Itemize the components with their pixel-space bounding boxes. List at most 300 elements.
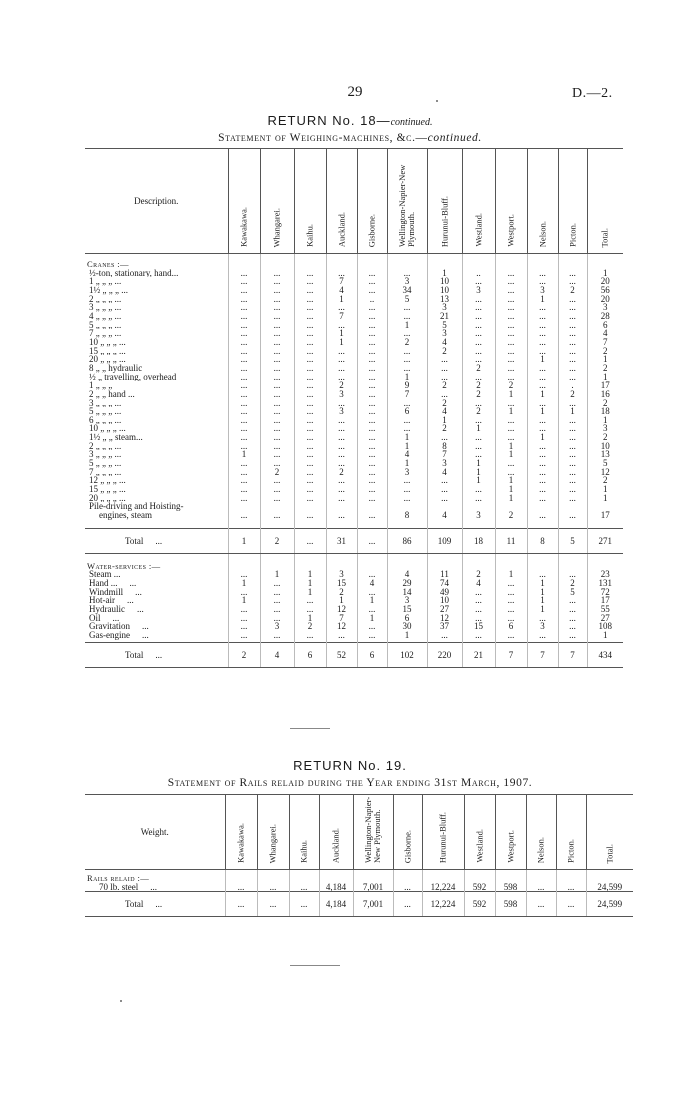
table-cell: ... <box>294 269 326 278</box>
table-cell: 8 <box>427 442 462 451</box>
table-cell: ... <box>294 373 326 382</box>
table-cell: 220 <box>427 642 462 667</box>
table-cell: 1 <box>387 631 427 640</box>
table-cell: 2 <box>558 579 587 588</box>
table-cell: ... <box>556 892 586 917</box>
table-cell: 18 <box>587 407 623 416</box>
table-cell: 7 <box>326 614 357 623</box>
column-header <box>85 795 225 870</box>
table-row <box>85 277 623 286</box>
empty-cell <box>260 260 294 269</box>
table-cell: ... <box>558 459 587 468</box>
table-cell: ... <box>357 364 387 373</box>
empty-cell <box>326 562 357 571</box>
dot-leader: ... <box>135 587 142 597</box>
spacer-cell <box>294 520 326 529</box>
table-cell: ... <box>228 295 260 304</box>
table-cell: ... <box>357 303 387 312</box>
table-cell: 1 <box>527 355 558 364</box>
column-header-rotated <box>498 795 524 869</box>
table-cell: 15 <box>326 579 357 588</box>
empty-cell <box>326 260 357 269</box>
table-row <box>85 286 623 295</box>
table-cell: ... <box>527 312 558 321</box>
table-cell: 1 <box>495 407 527 416</box>
table-cell: 102 <box>387 642 427 667</box>
table-cell: 1 <box>228 528 260 553</box>
return-18-statement-text: Statement of Weighing-machines, &c.— <box>218 132 428 144</box>
table-cell: ... <box>228 407 260 416</box>
total-row <box>85 892 633 917</box>
column-header-rotated <box>396 795 420 869</box>
table-cell: ... <box>527 321 558 330</box>
table-cell: ... <box>357 476 387 485</box>
table-cell: ... <box>228 355 260 364</box>
row-label-text: Hand ... <box>89 579 118 588</box>
empty-cell <box>527 562 558 571</box>
empty-cell <box>427 260 462 269</box>
table-cell: 29 <box>387 579 427 588</box>
table-cell: 5 <box>387 295 427 304</box>
table-cell: 3 <box>587 303 623 312</box>
spacer-cell <box>85 520 228 529</box>
table-cell: ... <box>495 459 527 468</box>
table-cell: ... <box>495 269 527 278</box>
table-row <box>85 476 623 485</box>
table-cell: ... <box>357 269 387 278</box>
table-cell: ... <box>326 424 357 433</box>
table-cell: ... <box>228 347 260 356</box>
section-heading-row <box>85 260 623 269</box>
column-header-rotated <box>559 795 584 869</box>
row-label-text: 5 „ „ „ ... <box>89 320 122 330</box>
table-cell: 3 <box>587 424 623 433</box>
table-cell: ... <box>387 416 427 425</box>
table-cell: ... <box>260 321 294 330</box>
table-cell: ... <box>462 614 495 623</box>
column-header <box>587 149 623 254</box>
table-cell <box>260 502 294 511</box>
table-cell: ... <box>495 399 527 408</box>
table-cell: 1 <box>587 269 623 278</box>
table-row <box>85 312 623 321</box>
empty-cell <box>228 260 260 269</box>
table-row <box>85 596 623 605</box>
table-cell: 3 <box>387 596 427 605</box>
row-label-text: 6 „ „ „ ... <box>89 415 122 425</box>
spacer-row <box>85 553 623 562</box>
table-cell: ... <box>357 286 387 295</box>
row-label-text: 3 „ „ „ ... <box>89 398 122 408</box>
table-row <box>85 364 623 373</box>
spacer-cell <box>427 520 462 529</box>
table-cell: 2 <box>294 622 326 631</box>
row-label-text: 2 „ „ „ ... <box>89 441 122 451</box>
table-cell: 37 <box>427 622 462 631</box>
table-cell: ... <box>387 347 427 356</box>
column-header-label: Westport. <box>505 830 515 863</box>
table-cell: 1 <box>527 588 558 597</box>
table-cell: ... <box>558 596 587 605</box>
table-cell: ... <box>495 631 527 640</box>
table-cell: ... <box>228 433 260 442</box>
table-cell <box>527 502 558 511</box>
column-header-label: Total. <box>599 227 610 247</box>
table-cell: ... <box>228 338 260 347</box>
table-cell: ... <box>495 433 527 442</box>
table-cell: 13 <box>427 295 462 304</box>
table-cell: 1 <box>527 605 558 614</box>
table-cell: ... <box>326 416 357 425</box>
table-cell: ... <box>294 605 326 614</box>
spacer-cell <box>558 553 587 562</box>
table-cell: 21 <box>427 312 462 321</box>
table-cell: 12 <box>587 468 623 477</box>
table-cell: 20 <box>587 277 623 286</box>
table-row <box>85 303 623 312</box>
return-19-statement-text: Statement of Rails relaid during the Year ending 31st March, 1907. <box>167 777 533 789</box>
table-cell: ... <box>260 450 294 459</box>
table-row <box>85 347 623 356</box>
table-cell: 1 <box>587 494 623 503</box>
return-18-title <box>0 113 700 128</box>
table-cell: ... <box>527 476 558 485</box>
table-cell: 4,184 <box>319 883 353 892</box>
table-row <box>85 502 623 511</box>
table-cell: ... <box>495 579 527 588</box>
dot-leader: ... <box>127 596 134 605</box>
column-header-rotated <box>529 795 554 869</box>
table-cell: 74 <box>427 579 462 588</box>
table-cell: ... <box>427 364 462 373</box>
table-cell: ... <box>357 373 387 382</box>
row-label-text: 15 „ „ „ ... <box>89 346 126 356</box>
table-cell: ... <box>228 277 260 286</box>
column-header-label: Westport. <box>505 214 516 247</box>
table-row <box>85 416 623 425</box>
empty-cell <box>586 874 633 883</box>
table-cell: ... <box>289 883 319 892</box>
table-cell: ... <box>462 347 495 356</box>
table-cell: ... <box>228 390 260 399</box>
row-label-text: Total <box>125 535 144 546</box>
table-cell: ... <box>228 399 260 408</box>
table-cell: ... <box>357 329 387 338</box>
empty-cell <box>558 260 587 269</box>
table-cell: 6 <box>357 642 387 667</box>
table-cell: ... <box>228 329 260 338</box>
empty-cell <box>495 562 527 571</box>
empty-cell <box>289 874 319 883</box>
column-header-label: Auckland. <box>330 827 341 863</box>
table-cell: 10 <box>427 596 462 605</box>
table-cell: ... <box>527 442 558 451</box>
table-cell: ... <box>427 433 462 442</box>
column-header <box>464 795 495 870</box>
return-18-title-text: RETURN No. 18— <box>267 113 391 128</box>
table-cell: 4 <box>357 579 387 588</box>
column-header-label: Kaihu. <box>304 224 315 247</box>
table-cell: ... <box>225 892 257 917</box>
row-label <box>85 588 228 597</box>
row-label <box>85 416 228 425</box>
column-header-rotated <box>297 149 324 253</box>
table-row <box>85 485 623 494</box>
table-cell: ... <box>326 459 357 468</box>
table-cell: ... <box>462 442 495 451</box>
table-cell: 2 <box>462 381 495 390</box>
table-cell: ... <box>558 614 587 623</box>
table-cell: ... <box>558 364 587 373</box>
table-cell: ... <box>260 494 294 503</box>
table-cell: ... <box>387 399 427 408</box>
column-header-label: Picton. <box>567 223 577 247</box>
table-cell: ... <box>294 424 326 433</box>
table-cell: ... <box>558 269 587 278</box>
table-row <box>85 269 623 278</box>
dot-leader: ... <box>155 535 163 546</box>
empty-cell <box>357 260 387 269</box>
table-cell: ... <box>228 476 260 485</box>
row-label <box>85 502 228 511</box>
return-18-statement-suffix: continued. <box>427 132 482 144</box>
table-cell: ... <box>387 485 427 494</box>
table-cell: ... <box>257 892 289 917</box>
table-cell: ... <box>558 494 587 503</box>
table-cell: ... <box>294 631 326 640</box>
table-cell: 271 <box>587 528 623 553</box>
table-cell: ... <box>558 605 587 614</box>
row-label <box>85 381 228 390</box>
table-cell: 4 <box>326 286 357 295</box>
spacer-row <box>85 520 623 529</box>
row-label-text: 5 „ „ „ ... <box>89 459 122 468</box>
table-cell: 1 <box>495 494 527 503</box>
table-cell: ... <box>228 511 260 520</box>
table-cell: ... <box>357 485 387 494</box>
table-cell: 1 <box>228 579 260 588</box>
table-cell: ... <box>228 312 260 321</box>
empty-cell <box>427 562 462 571</box>
table-cell: ... <box>387 303 427 312</box>
table-cell: 4 <box>427 468 462 477</box>
section-heading: Cranes :— <box>87 260 129 269</box>
table-cell: ... <box>558 468 587 477</box>
table-cell: ... <box>228 459 260 468</box>
table-cell: ... <box>260 355 294 364</box>
column-header <box>495 149 527 254</box>
table-cell: 6 <box>495 622 527 631</box>
row-label <box>85 468 228 477</box>
spacer-cell <box>326 520 357 529</box>
table-cell: 7,001 <box>353 892 393 917</box>
table-cell: ... <box>527 269 558 278</box>
table-cell: ... <box>387 424 427 433</box>
divider-rule-bottom <box>290 965 340 966</box>
table-cell: ... <box>495 347 527 356</box>
row-label-text: 3 „ „ „ ... <box>89 303 122 312</box>
table-cell: 1 <box>294 570 326 579</box>
table-cell: ... <box>326 511 357 520</box>
table-cell: ... <box>294 347 326 356</box>
table-cell: ... <box>326 442 357 451</box>
table-cell: 3 <box>326 407 357 416</box>
table-cell: 7 <box>387 390 427 399</box>
table-cell: ... <box>260 579 294 588</box>
table-cell: ... <box>558 485 587 494</box>
table-cell: ... <box>260 338 294 347</box>
table-cell: 1 <box>587 485 623 494</box>
table-cell: 3 <box>527 622 558 631</box>
table-cell: ... <box>495 329 527 338</box>
table-cell: ... <box>357 416 387 425</box>
row-label-text: 12 „ „ „ ... <box>89 476 126 486</box>
row-label-text: 20 „ „ „ ... <box>89 355 126 364</box>
spacer-cell <box>495 553 527 562</box>
table-cell: 2 <box>462 364 495 373</box>
table-row <box>85 338 623 347</box>
table-cell: ... <box>462 277 495 286</box>
table-cell: 24,599 <box>586 883 633 892</box>
table-cell: ... <box>558 373 587 382</box>
column-header-label: Gisborne. <box>366 213 377 247</box>
row-label <box>85 277 228 286</box>
column-header <box>225 795 257 870</box>
row-label-text: ½ „ travelling, overhead <box>89 372 177 382</box>
table-cell: ... <box>228 605 260 614</box>
return-19-title: RETURN No. 19. <box>293 758 407 773</box>
row-label <box>85 303 228 312</box>
table-cell: ... <box>294 416 326 425</box>
table-cell: 4 <box>387 450 427 459</box>
row-label <box>85 269 228 278</box>
table-cell: ... <box>260 485 294 494</box>
table-cell: ... <box>357 433 387 442</box>
table-cell: 10 <box>427 286 462 295</box>
row-label <box>85 295 228 304</box>
table-cell: ... <box>294 364 326 373</box>
table-cell: ... <box>462 605 495 614</box>
row-label-text: 7 „ „ „ ... <box>89 329 122 338</box>
row-label-text: 4 „ „ „ ... <box>89 311 122 321</box>
table-cell: 1 <box>294 614 326 623</box>
table-cell <box>228 502 260 511</box>
row-label <box>85 642 228 667</box>
table-cell: ... <box>462 450 495 459</box>
table-cell: ... <box>228 321 260 330</box>
column-header <box>462 149 495 254</box>
table-cell: ... <box>387 364 427 373</box>
row-label <box>85 476 228 485</box>
table-cell: 3 <box>462 511 495 520</box>
table-cell: 27 <box>587 614 623 623</box>
table-cell: ... <box>495 277 527 286</box>
table-cell: ... <box>558 295 587 304</box>
table-cell: ... <box>260 277 294 286</box>
dot-leader: ... <box>142 622 149 631</box>
table-cell: 6 <box>294 642 326 667</box>
table-cell: 17 <box>587 596 623 605</box>
table-row <box>85 442 623 451</box>
table-cell: 1 <box>587 355 623 364</box>
table-cell: 13 <box>587 450 623 459</box>
table-cell: ... <box>558 277 587 286</box>
empty-cell <box>462 260 495 269</box>
document-reference: D.—2. <box>572 86 613 101</box>
table-cell: 18 <box>462 528 495 553</box>
column-header-rotated <box>356 795 391 869</box>
data-row <box>85 883 633 892</box>
column-header-label: Hurunui-Bluff. <box>439 195 449 247</box>
table-cell: 6 <box>387 407 427 416</box>
table-cell: ... <box>462 588 495 597</box>
table-cell: 12 <box>326 622 357 631</box>
row-label <box>85 450 228 459</box>
column-header-rotated <box>530 149 556 253</box>
table-cell: 7 <box>527 642 558 667</box>
empty-cell <box>353 874 393 883</box>
table-cell: 17 <box>587 511 623 520</box>
weighing-machines-table <box>85 148 623 668</box>
table-row <box>85 459 623 468</box>
table-cell: 1 <box>294 588 326 597</box>
column-header <box>526 795 556 870</box>
dot-leader: ... <box>112 613 120 623</box>
table-cell: ... <box>294 450 326 459</box>
table-cell: 1 <box>495 476 527 485</box>
row-label <box>85 312 228 321</box>
spacer-cell <box>587 520 623 529</box>
table-cell <box>558 502 587 511</box>
table-cell: ... <box>294 485 326 494</box>
table-cell: ... <box>260 329 294 338</box>
table-cell: ... <box>228 570 260 579</box>
page-number: 29 <box>347 84 363 100</box>
table-cell: 55 <box>587 605 623 614</box>
dot-leader: ... <box>155 899 163 910</box>
table-cell: 1 <box>527 433 558 442</box>
row-label-text: Pile-driving and Hoisting- <box>89 502 184 512</box>
table-row <box>85 295 623 304</box>
row-label <box>85 528 228 553</box>
table-cell: ... <box>527 303 558 312</box>
spacer-cell <box>260 553 294 562</box>
table-cell: 17 <box>587 381 623 390</box>
spacer-cell <box>357 520 387 529</box>
table-cell: 7 <box>587 338 623 347</box>
table-cell: ... <box>357 494 387 503</box>
table-cell: ... <box>228 442 260 451</box>
table-cell <box>387 502 427 511</box>
table-row <box>85 433 623 442</box>
table-cell: ... <box>326 631 357 640</box>
table-cell: ... <box>357 277 387 286</box>
table-cell: ... <box>326 321 357 330</box>
table-cell: ... <box>527 373 558 382</box>
column-header-label: Nelson. <box>537 220 547 247</box>
row-label <box>85 622 228 631</box>
table-cell: ... <box>357 399 387 408</box>
table-cell: ... <box>294 476 326 485</box>
table-cell: ... <box>526 883 556 892</box>
table-cell: 1 <box>495 450 527 459</box>
row-label <box>85 511 228 520</box>
table-cell: ... <box>393 892 422 917</box>
table-cell: ... <box>462 596 495 605</box>
table-cell: ... <box>260 407 294 416</box>
table-row <box>85 579 623 588</box>
empty-cell <box>464 874 495 883</box>
